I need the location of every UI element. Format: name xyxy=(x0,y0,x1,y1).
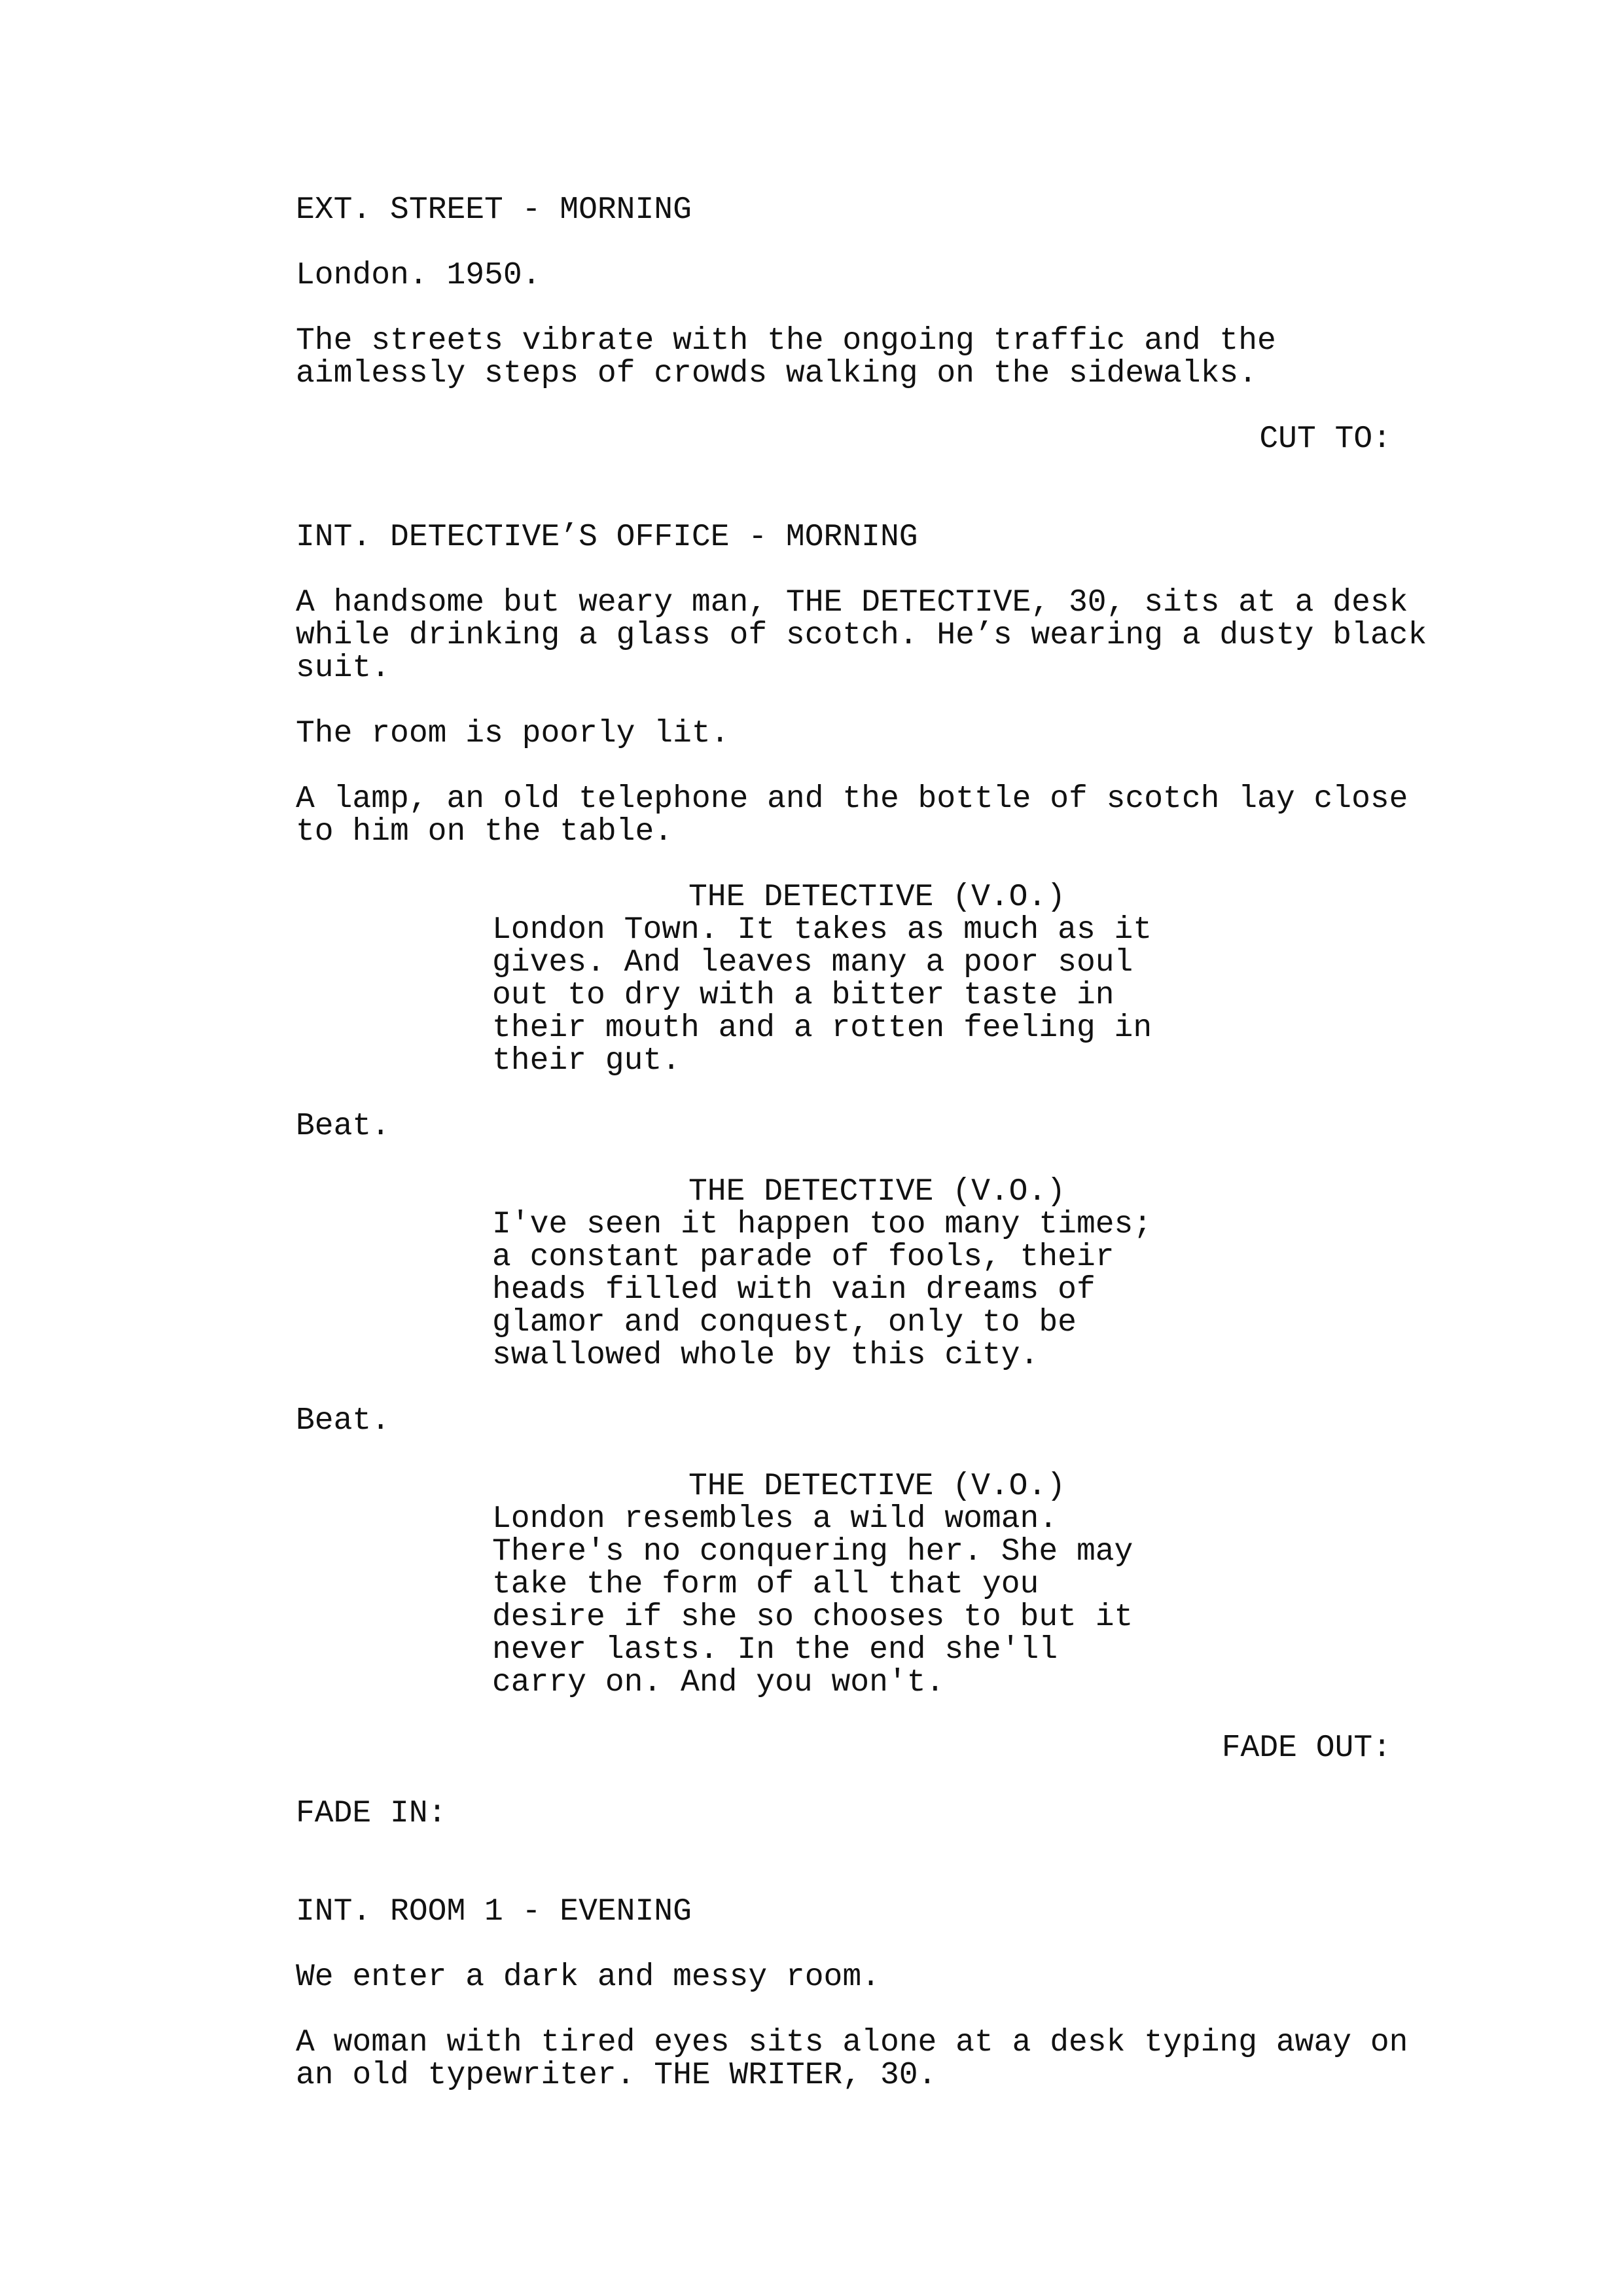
dialogue-line: I've seen it happen too many times; xyxy=(492,1207,1152,1242)
dialogue-line: London resembles a wild woman. xyxy=(492,1501,1058,1537)
action-line: A handsome but weary man, THE DETECTIVE, 30, sits at a desk xyxy=(296,585,1408,620)
scene-heading: INT. ROOM 1 - EVENING xyxy=(296,1894,692,1929)
action-line: while drinking a glass of scotch. He’s wearing a dusty black xyxy=(296,618,1427,653)
action-line: to him on the table. xyxy=(296,814,673,850)
dialogue-line: London Town. It takes as much as it xyxy=(492,912,1152,948)
action-line: The room is poorly lit. xyxy=(296,716,730,751)
transition: FADE OUT: xyxy=(1221,1731,1391,1766)
transition: FADE IN: xyxy=(296,1796,447,1831)
dialogue-line: never lasts. In the end she'll xyxy=(492,1632,1058,1668)
transition: CUT TO: xyxy=(1259,422,1391,457)
action-line: We enter a dark and messy room. xyxy=(296,1960,880,1995)
action-line: Beat. xyxy=(296,1403,391,1439)
action-line: A lamp, an old telephone and the bottle of scotch lay close xyxy=(296,781,1408,817)
dialogue-line: take the form of all that you xyxy=(492,1567,1039,1602)
action-line: aimlessly steps of crowds walking on the sidewalks. xyxy=(296,356,1258,391)
dialogue-line: their gut. xyxy=(492,1043,681,1079)
character-name: THE DETECTIVE (V.O.) xyxy=(688,880,1066,915)
action-line: Beat. xyxy=(296,1109,391,1144)
action-line: an old typewriter. THE WRITER, 30. xyxy=(296,2058,937,2093)
dialogue-line: gives. And leaves many a poor soul xyxy=(492,945,1133,980)
character-name: THE DETECTIVE (V.O.) xyxy=(688,1174,1066,1210)
action-line: The streets vibrate with the ongoing traffic and the xyxy=(296,323,1276,359)
character-name: THE DETECTIVE (V.O.) xyxy=(688,1469,1066,1504)
scene-heading: EXT. STREET - MORNING xyxy=(296,192,692,228)
dialogue-line: out to dry with a bitter taste in xyxy=(492,978,1115,1013)
dialogue-line: a constant parade of fools, their xyxy=(492,1240,1115,1275)
dialogue-line: There's no conquering her. She may xyxy=(492,1534,1133,1570)
dialogue-line: their mouth and a rotten feeling in xyxy=(492,1011,1152,1046)
dialogue-line: desire if she so chooses to but it xyxy=(492,1600,1133,1635)
scene-heading: INT. DETECTIVE’S OFFICE - MORNING xyxy=(296,520,918,555)
dialogue-line: swallowed whole by this city. xyxy=(492,1338,1039,1373)
dialogue-line: carry on. And you won't. xyxy=(492,1665,945,1700)
dialogue-line: heads filled with vain dreams of xyxy=(492,1272,1096,1308)
action-line: London. 1950. xyxy=(296,258,541,293)
action-line: suit. xyxy=(296,651,391,686)
dialogue-line: glamor and conquest, only to be xyxy=(492,1305,1077,1340)
action-line: A woman with tired eyes sits alone at a desk typing away on xyxy=(296,2025,1408,2060)
